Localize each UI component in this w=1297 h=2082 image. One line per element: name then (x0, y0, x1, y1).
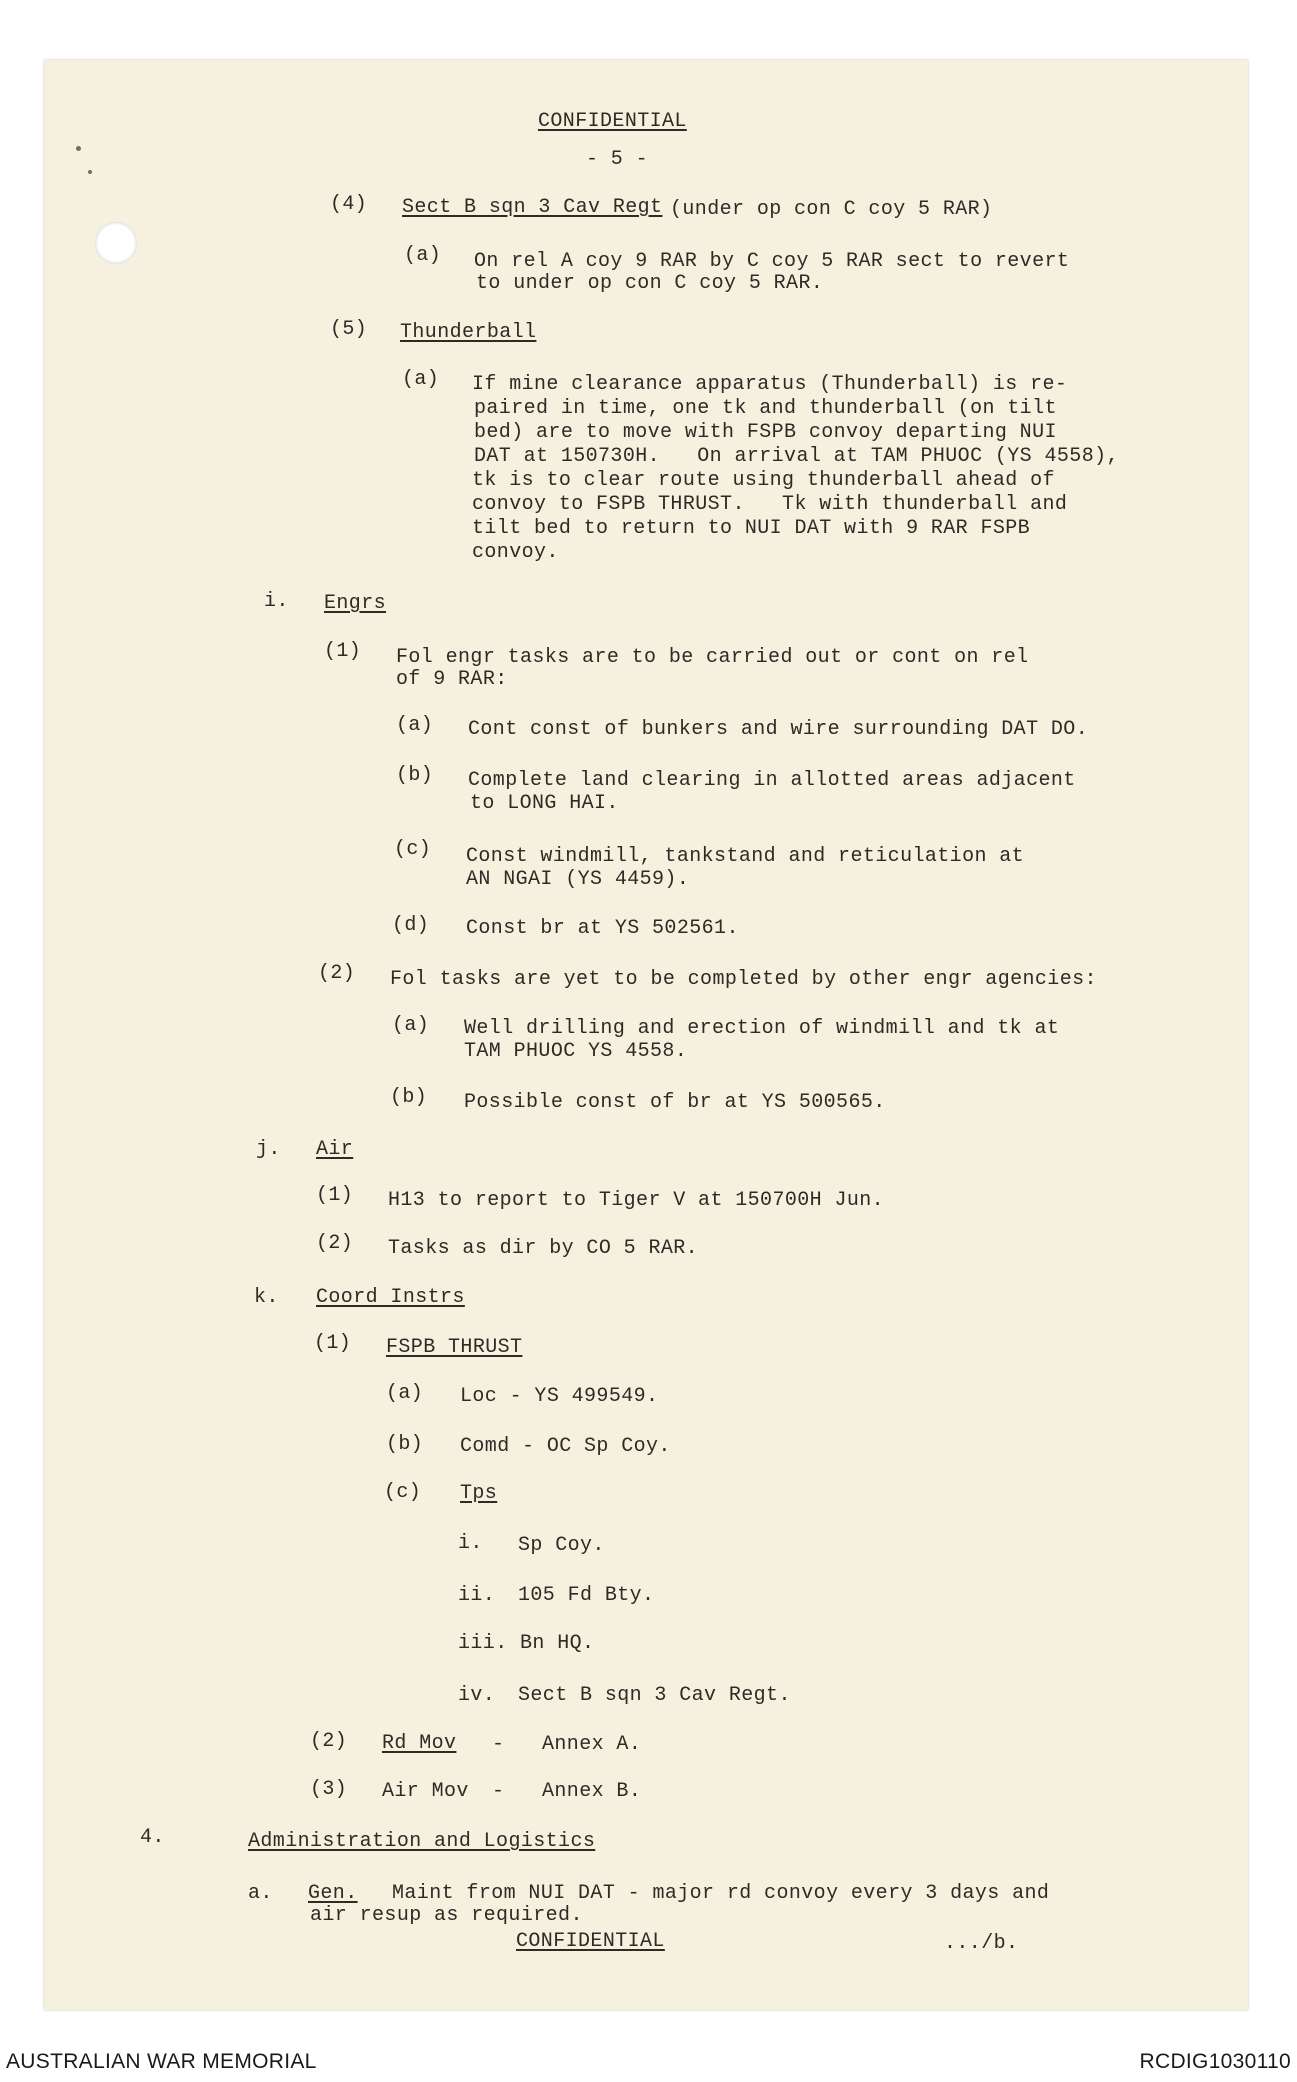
document-line: j. (256, 1138, 281, 1161)
archive-credit: AUSTRALIAN WAR MEMORIAL (6, 2050, 317, 2073)
document-line: (b) (396, 764, 434, 787)
document-line: Rd Mov (382, 1732, 457, 1755)
document-line: (d) (392, 914, 430, 937)
document-line: (c) (394, 838, 432, 861)
document-line: CONFIDENTIAL (538, 110, 687, 133)
document-line: (a) (402, 368, 440, 391)
document-line: convoy to FSPB THRUST. Tk with thunderball and (472, 493, 1068, 516)
document-line: tk is to clear route using thunderball ahead of (472, 469, 1055, 492)
document-line: (b) (390, 1086, 428, 1109)
document-line: 105 Fd Bty. (518, 1584, 655, 1607)
document-line: air resup as required. (310, 1904, 583, 1927)
document-line: Air (316, 1138, 354, 1161)
document-line: Air Mov (382, 1780, 469, 1803)
document-line: Annex B. (542, 1780, 642, 1803)
document-line: i. (264, 590, 289, 613)
document-line: Possible const of br at YS 500565. (464, 1091, 886, 1114)
document-line: (2) (316, 1232, 354, 1255)
document-line: On rel A coy 9 RAR by C coy 5 RAR sect to revert (474, 250, 1070, 273)
document-line: Fol tasks are yet to be completed by other engr agencies: (390, 968, 1097, 991)
document-line: - (492, 1733, 505, 1756)
document-line: Sect B sqn 3 Cav Regt. (518, 1684, 791, 1707)
document-line: Thunderball (400, 321, 537, 344)
document-line: Tps (460, 1482, 498, 1505)
document-line: 4. (140, 1826, 165, 1849)
document-line: Engrs (324, 592, 387, 615)
document-line: (4) (330, 193, 368, 216)
document-line: Sp Coy. (518, 1534, 605, 1557)
document-line: Gen. (308, 1882, 358, 1905)
document-line: (2) (310, 1730, 348, 1753)
archive-id: RCDIG1030110 (1139, 2050, 1291, 2073)
document-line: CONFIDENTIAL (516, 1930, 665, 1953)
document-line: (c) (384, 1481, 422, 1504)
document-line: Bn HQ. (520, 1632, 595, 1655)
document-line: (3) (310, 1778, 348, 1801)
document-line: DAT at 150730H. On arrival at TAM PHUOC (YS 4558), (474, 445, 1119, 468)
document-line: k. (254, 1286, 279, 1309)
document-line: (1) (314, 1332, 352, 1355)
document-line: to LONG HAI. (470, 792, 619, 815)
document-line: FSPB THRUST (386, 1336, 523, 1359)
document-line: paired in time, one tk and thunderball (on tilt (474, 397, 1057, 420)
document-line: AN NGAI (YS 4459). (466, 868, 690, 891)
document-line: - 5 - (586, 148, 649, 171)
document-line: (a) (392, 1014, 430, 1037)
document-line: (1) (316, 1184, 354, 1207)
document-line: (a) (396, 714, 434, 737)
document-line: Coord Instrs (316, 1286, 465, 1309)
document-line: Complete land clearing in allotted areas adjacent (468, 769, 1076, 792)
document-line: bed) are to move with FSPB convoy departing NUI (474, 421, 1057, 444)
document-line: convoy. (472, 541, 559, 564)
document-line: a. (248, 1882, 273, 1905)
document-line: Fol engr tasks are to be carried out or cont on rel (396, 646, 1029, 669)
document-line: Cont const of bunkers and wire surrounding DAT DO. (468, 718, 1089, 741)
document-line: - (492, 1780, 505, 1803)
document-line: Administration and Logistics (248, 1830, 596, 1853)
document-line: tilt bed to return to NUI DAT with 9 RAR FSPB (472, 517, 1031, 540)
document-line: ii. (458, 1584, 496, 1607)
document-line: Sect B sqn 3 Cav Regt (402, 196, 663, 219)
document-line: If mine clearance apparatus (Thunderball) is re- (472, 373, 1068, 396)
document-line: (under op con C coy 5 RAR) (670, 198, 993, 221)
document-line: Const br at YS 502561. (466, 917, 739, 940)
document-line: of 9 RAR: (396, 668, 508, 691)
document-line: iv. (458, 1684, 496, 1707)
document-line: Comd - OC Sp Coy. (460, 1435, 671, 1458)
document-line: (a) (386, 1382, 424, 1405)
document-line: (1) (324, 640, 362, 663)
document-line: Tasks as dir by CO 5 RAR. (388, 1237, 699, 1260)
document-line: Well drilling and erection of windmill and tk at (464, 1017, 1060, 1040)
document-line: (5) (330, 318, 368, 341)
paper-mark (76, 146, 81, 151)
document-line: H13 to report to Tiger V at 150700H Jun. (388, 1189, 885, 1212)
punch-hole (95, 222, 137, 264)
document-line: i. (458, 1532, 483, 1555)
document-line: TAM PHUOC YS 4558. (464, 1040, 688, 1063)
document-line: Const windmill, tankstand and reticulation at (466, 845, 1025, 868)
document-line: (2) (318, 962, 356, 985)
document-line: (b) (386, 1433, 424, 1456)
document-line: Annex A. (542, 1733, 642, 1756)
document-line: .../b. (944, 1932, 1019, 1955)
document-line: (a) (404, 244, 442, 267)
document-line: iii. (458, 1632, 508, 1655)
document-line: Loc - YS 499549. (460, 1385, 659, 1408)
document-line: Maint from NUI DAT - major rd convoy every 3 days and (392, 1882, 1050, 1905)
document-line: to under op con C coy 5 RAR. (476, 272, 824, 295)
paper-mark (88, 170, 92, 174)
